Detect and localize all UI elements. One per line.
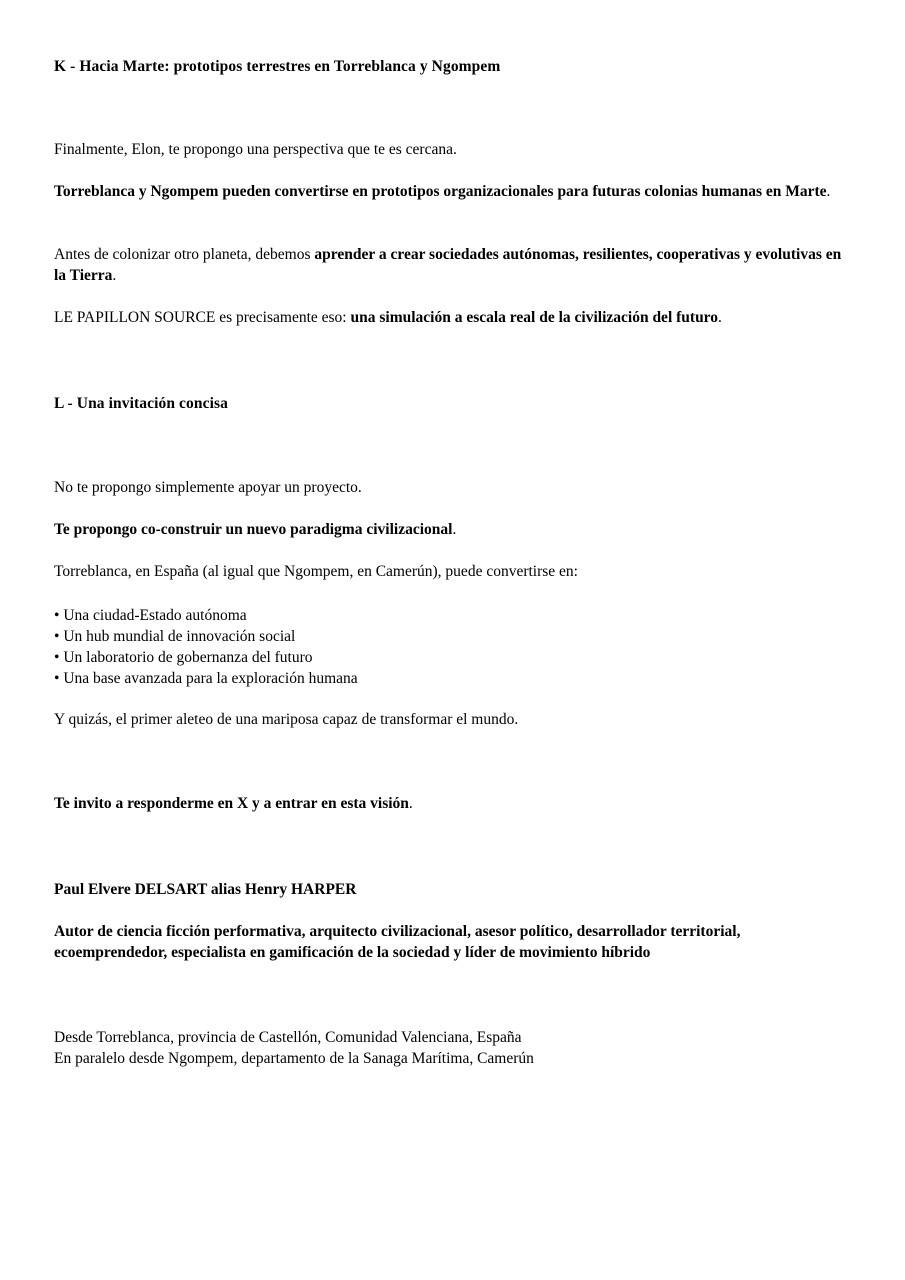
- text-run: .: [826, 183, 831, 200]
- bullet-item-label: Una ciudad-Estado autónoma: [63, 607, 247, 624]
- section-k-block: [54, 57, 754, 77]
- section-heading-k: K - Hacia Marte: prototipos terrestres en Torreblanca y Ngompem: [54, 58, 501, 75]
- bullet-marker: •: [54, 649, 64, 667]
- bullet-item: [54, 668, 854, 689]
- text-run: .: [112, 266, 117, 284]
- paragraph-y-quizas: [54, 710, 854, 731]
- bullet-item-label: Un hub mundial de innovación social: [63, 628, 296, 646]
- location-line: Desde Torreblanca, provincia de Castellón, Comunidad Valenciana, España: [54, 1029, 522, 1046]
- bullet-marker: •: [54, 607, 64, 624]
- author-credentials-text: Autor de ciencia ficción performativa, arquitecto civilizacional, asesor político, desarrollador territorial, ecoemprendedor, especialista en gamificación de la sociedad y líder de movimiento híbrido: [54, 923, 741, 961]
- paragraph-papillon-source: [54, 308, 854, 329]
- bullet-item: [54, 605, 854, 626]
- section-l-block: [54, 394, 854, 414]
- paragraph-text: [54, 140, 854, 161]
- text-run: Torreblanca, en España (al igual que Ngompem, en Camerún), puede convertirse en:: [54, 563, 578, 580]
- paragraph-torreblanca-espana: [54, 562, 854, 583]
- signature-author-block: [54, 880, 854, 901]
- text-run-bold: Te propongo co-construir un nuevo paradigma civilizacional: [54, 521, 453, 538]
- text-run: No te propongo simplemente apoyar un proyecto.: [54, 479, 362, 496]
- author-name: [54, 880, 854, 901]
- paragraph-text: [54, 794, 854, 815]
- author-credentials: [54, 922, 854, 964]
- bullet-marker: •: [54, 670, 64, 688]
- text-run: Y quizás, el primer aleteo de una mariposa capaz de transformar el mundo.: [54, 711, 519, 728]
- text-run: .: [408, 795, 413, 812]
- text-run-bold: una simulación a escala real de la civilización del futuro: [350, 309, 719, 326]
- author-name-text: Paul Elvere DELSART alias Henry HARPER: [54, 881, 357, 898]
- signature-locations-block: [54, 1027, 854, 1069]
- bullet-item-label: Un laboratorio de gobernanza del futuro: [63, 649, 313, 667]
- bullet-list: [54, 605, 854, 689]
- paragraph-no-te-propongo: [54, 478, 854, 499]
- signature-credentials-block: [54, 922, 854, 964]
- paragraph-text: [54, 182, 854, 203]
- text-run: Finalmente, Elon, te propongo una perspectiva que te es cercana.: [54, 141, 457, 158]
- bullet-list-items: [54, 605, 854, 689]
- paragraph-co-construir: [54, 520, 854, 541]
- location-line: En paralelo desde Ngompem, departamento de la Sanaga Marítima, Camerún: [54, 1050, 534, 1068]
- paragraph-antes-colonizar: [54, 245, 854, 287]
- paragraph-finalmente: [54, 140, 854, 161]
- text-run: .: [718, 309, 722, 326]
- bullet-marker: •: [54, 628, 64, 646]
- paragraph-text: [54, 478, 854, 499]
- text-run-bold: Te invito a responderme en X y a entrar en esta visión: [54, 795, 409, 812]
- paragraph-text: [54, 562, 854, 583]
- paragraph-torreblanca-marte: [54, 182, 854, 203]
- paragraph-text: [54, 308, 854, 329]
- bullet-item: [54, 647, 854, 668]
- section-heading-l: L - Una invitación concisa: [54, 395, 228, 412]
- bullet-item-label: Una base avanzada para la exploración humana: [63, 670, 358, 688]
- text-run-bold: aprender a crear sociedades autónomas, resilientes, cooperativas y evolutivas en la Tierra: [54, 246, 842, 284]
- text-run: LE PAPILLON SOURCE es precisamente eso:: [54, 309, 351, 326]
- paragraph-text: [54, 520, 854, 541]
- text-run: Antes de colonizar otro planeta, debemos: [54, 246, 315, 263]
- bullet-item: [54, 626, 854, 647]
- text-run: .: [452, 521, 457, 538]
- text-run-bold: Torreblanca y Ngompem pueden convertirse en prototipos organizacionales para futuras colonias humanas en Marte: [54, 183, 827, 200]
- paragraph-text: [54, 245, 854, 287]
- paragraph-text: [54, 710, 854, 731]
- paragraph-te-invito: [54, 794, 854, 815]
